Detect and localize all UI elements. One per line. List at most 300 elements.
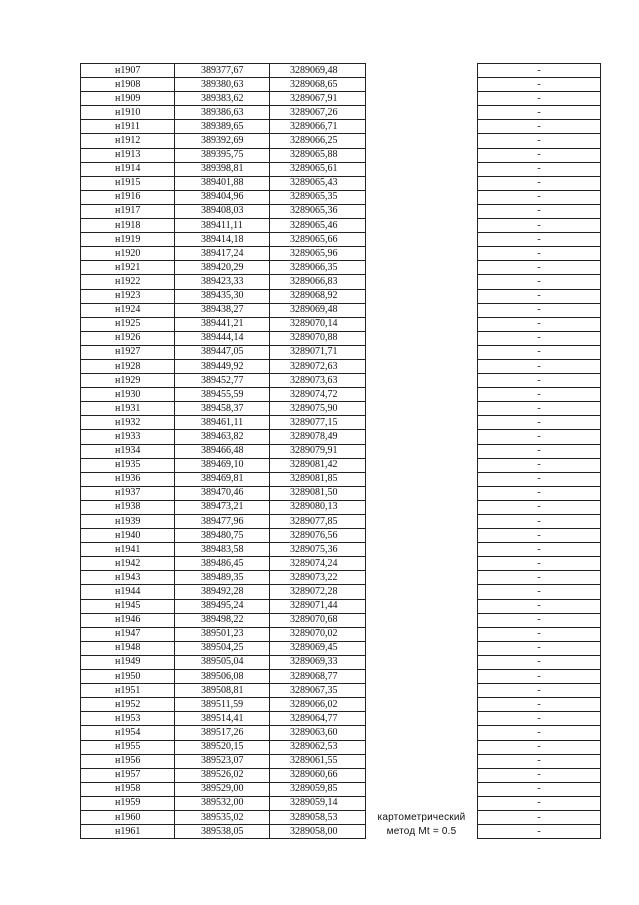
method-cell: [366, 444, 478, 458]
y-coordinate-cell: 3289069,45: [270, 641, 366, 655]
y-coordinate-cell: 3289078,49: [270, 430, 366, 444]
accuracy-cell: -: [478, 684, 601, 698]
x-coordinate-cell: 389420,29: [175, 261, 270, 275]
y-coordinate-cell: 3289068,92: [270, 289, 366, 303]
x-coordinate-cell: 389535,02: [175, 810, 270, 824]
point-name-cell: н1949: [81, 655, 175, 669]
table-row: [81, 782, 601, 796]
table-row: [81, 458, 601, 472]
y-coordinate-cell: 3289063,60: [270, 726, 366, 740]
x-coordinate-cell: 389473,21: [175, 500, 270, 514]
point-name-cell: н1929: [81, 374, 175, 388]
x-coordinate-cell: 389466,48: [175, 444, 270, 458]
y-coordinate-cell: 3289079,91: [270, 444, 366, 458]
method-cell: [366, 247, 478, 261]
method-cell: [366, 782, 478, 796]
method-cell: [366, 754, 478, 768]
y-coordinate-cell: 3289071,71: [270, 345, 366, 359]
x-coordinate-cell: 389444,14: [175, 331, 270, 345]
point-name-cell: н1955: [81, 740, 175, 754]
point-name-cell: н1942: [81, 557, 175, 571]
accuracy-cell: -: [478, 641, 601, 655]
accuracy-cell: -: [478, 472, 601, 486]
point-name-cell: н1960: [81, 810, 175, 824]
y-coordinate-cell: 3289065,66: [270, 233, 366, 247]
point-name-cell: н1921: [81, 261, 175, 275]
accuracy-cell: -: [478, 148, 601, 162]
table-row: [81, 472, 601, 486]
x-coordinate-cell: 389469,10: [175, 458, 270, 472]
point-name-cell: н1930: [81, 388, 175, 402]
y-coordinate-cell: 3289081,50: [270, 486, 366, 500]
x-coordinate-cell: 389492,28: [175, 585, 270, 599]
table-row: [81, 599, 601, 613]
table-row: [81, 416, 601, 430]
accuracy-cell: -: [478, 754, 601, 768]
accuracy-cell: -: [478, 740, 601, 754]
x-coordinate-cell: 389389,65: [175, 120, 270, 134]
accuracy-cell: -: [478, 627, 601, 641]
method-cell: [366, 543, 478, 557]
table-row: [81, 825, 601, 839]
x-coordinate-cell: 389452,77: [175, 374, 270, 388]
x-coordinate-cell: 389470,46: [175, 486, 270, 500]
method-cell: [366, 388, 478, 402]
method-cell: [366, 585, 478, 599]
method-cell: [366, 430, 478, 444]
table-row: [81, 754, 601, 768]
method-cell: [366, 641, 478, 655]
table-row: [81, 655, 601, 669]
method-cell: [366, 219, 478, 233]
table-row: [81, 289, 601, 303]
accuracy-cell: -: [478, 712, 601, 726]
table-row: [81, 613, 601, 627]
table-row: [81, 162, 601, 176]
table-row: [81, 247, 601, 261]
y-coordinate-cell: 3289062,53: [270, 740, 366, 754]
method-cell: [366, 289, 478, 303]
y-coordinate-cell: 3289066,35: [270, 261, 366, 275]
accuracy-cell: -: [478, 782, 601, 796]
y-coordinate-cell: 3289065,36: [270, 204, 366, 218]
x-coordinate-cell: 389455,59: [175, 388, 270, 402]
table-row: [81, 712, 601, 726]
x-coordinate-cell: 389377,67: [175, 64, 270, 78]
table-row: [81, 78, 601, 92]
method-cell: [366, 78, 478, 92]
table-row: [81, 670, 601, 684]
method-cell: [366, 571, 478, 585]
point-name-cell: н1917: [81, 204, 175, 218]
y-coordinate-cell: 3289069,48: [270, 303, 366, 317]
y-coordinate-cell: 3289071,44: [270, 599, 366, 613]
accuracy-cell: -: [478, 599, 601, 613]
accuracy-cell: -: [478, 613, 601, 627]
method-cell: [366, 317, 478, 331]
point-name-cell: н1911: [81, 120, 175, 134]
accuracy-cell: -: [478, 430, 601, 444]
y-coordinate-cell: 3289072,28: [270, 585, 366, 599]
accuracy-cell: -: [478, 134, 601, 148]
point-name-cell: н1932: [81, 416, 175, 430]
x-coordinate-cell: 389511,59: [175, 698, 270, 712]
table-row: [81, 402, 601, 416]
y-coordinate-cell: 3289065,46: [270, 219, 366, 233]
method-cell: [366, 599, 478, 613]
accuracy-cell: -: [478, 120, 601, 134]
method-cell: [366, 613, 478, 627]
point-name-cell: н1931: [81, 402, 175, 416]
table-row: [81, 543, 601, 557]
x-coordinate-cell: 389505,04: [175, 655, 270, 669]
accuracy-cell: -: [478, 698, 601, 712]
accuracy-cell: -: [478, 810, 601, 824]
accuracy-cell: -: [478, 289, 601, 303]
table-row: [81, 796, 601, 810]
table-row: [81, 148, 601, 162]
x-coordinate-cell: 389520,15: [175, 740, 270, 754]
y-coordinate-cell: 3289065,88: [270, 148, 366, 162]
y-coordinate-cell: 3289066,83: [270, 275, 366, 289]
y-coordinate-cell: 3289066,02: [270, 698, 366, 712]
point-name-cell: н1946: [81, 613, 175, 627]
table-row: [81, 557, 601, 571]
x-coordinate-cell: 389529,00: [175, 782, 270, 796]
accuracy-cell: -: [478, 317, 601, 331]
method-cell: [366, 500, 478, 514]
point-name-cell: н1952: [81, 698, 175, 712]
method-cell: [366, 176, 478, 190]
y-coordinate-cell: 3289065,96: [270, 247, 366, 261]
table-row: [81, 106, 601, 120]
y-coordinate-cell: 3289065,43: [270, 176, 366, 190]
accuracy-cell: -: [478, 796, 601, 810]
x-coordinate-cell: 389477,96: [175, 515, 270, 529]
y-coordinate-cell: 3289068,65: [270, 78, 366, 92]
point-name-cell: н1950: [81, 670, 175, 684]
method-cell: [366, 712, 478, 726]
y-coordinate-cell: 3289073,63: [270, 374, 366, 388]
accuracy-cell: -: [478, 388, 601, 402]
coordinates-sheet: [80, 63, 600, 853]
accuracy-cell: -: [478, 261, 601, 275]
point-name-cell: н1908: [81, 78, 175, 92]
y-coordinate-cell: 3289070,68: [270, 613, 366, 627]
point-name-cell: н1947: [81, 627, 175, 641]
table-row: [81, 684, 601, 698]
point-name-cell: н1954: [81, 726, 175, 740]
x-coordinate-cell: 389449,92: [175, 359, 270, 373]
x-coordinate-cell: 389380,63: [175, 78, 270, 92]
point-name-cell: н1923: [81, 289, 175, 303]
method-cell: [366, 331, 478, 345]
table-row: [81, 317, 601, 331]
method-cell: [366, 261, 478, 275]
method-cell: [366, 162, 478, 176]
x-coordinate-cell: 389461,11: [175, 416, 270, 430]
table-row: [81, 275, 601, 289]
table-row: [81, 388, 601, 402]
point-name-cell: н1927: [81, 345, 175, 359]
point-name-cell: н1944: [81, 585, 175, 599]
table-row: [81, 219, 601, 233]
y-coordinate-cell: 3289076,56: [270, 529, 366, 543]
point-name-cell: н1919: [81, 233, 175, 247]
method-cell: [366, 303, 478, 317]
x-coordinate-cell: 389411,11: [175, 219, 270, 233]
method-cell: [366, 374, 478, 388]
accuracy-cell: -: [478, 768, 601, 782]
point-name-cell: н1910: [81, 106, 175, 120]
x-coordinate-cell: 389501,23: [175, 627, 270, 641]
x-coordinate-cell: 389508,81: [175, 684, 270, 698]
point-name-cell: н1920: [81, 247, 175, 261]
point-name-cell: н1909: [81, 92, 175, 106]
method-cell: [366, 655, 478, 669]
point-name-cell: н1922: [81, 275, 175, 289]
accuracy-cell: -: [478, 247, 601, 261]
x-coordinate-cell: 389506,08: [175, 670, 270, 684]
y-coordinate-cell: 3289070,02: [270, 627, 366, 641]
y-coordinate-cell: 3289067,91: [270, 92, 366, 106]
table-row: [81, 430, 601, 444]
x-coordinate-cell: 389486,45: [175, 557, 270, 571]
y-coordinate-cell: 3289065,61: [270, 162, 366, 176]
point-name-cell: н1918: [81, 219, 175, 233]
x-coordinate-cell: 389404,96: [175, 190, 270, 204]
accuracy-cell: -: [478, 444, 601, 458]
y-coordinate-cell: 3289064,77: [270, 712, 366, 726]
method-cell: [366, 275, 478, 289]
accuracy-cell: -: [478, 233, 601, 247]
table-row: [81, 233, 601, 247]
x-coordinate-cell: 389392,69: [175, 134, 270, 148]
y-coordinate-cell: 3289080,13: [270, 500, 366, 514]
method-cell: [366, 92, 478, 106]
x-coordinate-cell: 389423,33: [175, 275, 270, 289]
accuracy-cell: -: [478, 670, 601, 684]
table-row: [81, 500, 601, 514]
accuracy-cell: -: [478, 219, 601, 233]
point-name-cell: н1913: [81, 148, 175, 162]
point-name-cell: н1959: [81, 796, 175, 810]
table-row: [81, 359, 601, 373]
point-name-cell: н1938: [81, 500, 175, 514]
method-cell: [366, 472, 478, 486]
accuracy-cell: -: [478, 204, 601, 218]
method-cell: [366, 148, 478, 162]
x-coordinate-cell: 389447,05: [175, 345, 270, 359]
accuracy-cell: -: [478, 303, 601, 317]
y-coordinate-cell: 3289066,71: [270, 120, 366, 134]
y-coordinate-cell: 3289072,63: [270, 359, 366, 373]
y-coordinate-cell: 3289068,77: [270, 670, 366, 684]
table-row: [81, 134, 601, 148]
point-name-cell: н1928: [81, 359, 175, 373]
method-text-line-2: метод Mt = 0.5: [366, 825, 478, 839]
accuracy-cell: -: [478, 416, 601, 430]
accuracy-cell: -: [478, 655, 601, 669]
y-coordinate-cell: 3289070,14: [270, 317, 366, 331]
x-coordinate-cell: 389504,25: [175, 641, 270, 655]
x-coordinate-cell: 389386,63: [175, 106, 270, 120]
method-cell: [366, 740, 478, 754]
accuracy-cell: -: [478, 190, 601, 204]
point-name-cell: н1912: [81, 134, 175, 148]
method-cell: [366, 670, 478, 684]
y-coordinate-cell: 3289081,85: [270, 472, 366, 486]
accuracy-cell: -: [478, 529, 601, 543]
y-coordinate-cell: 3289077,15: [270, 416, 366, 430]
method-cell: [366, 627, 478, 641]
point-name-cell: н1925: [81, 317, 175, 331]
x-coordinate-cell: 389489,35: [175, 571, 270, 585]
method-cell: [366, 345, 478, 359]
y-coordinate-cell: 3289059,14: [270, 796, 366, 810]
y-coordinate-cell: 3289074,72: [270, 388, 366, 402]
y-coordinate-cell: 3289065,35: [270, 190, 366, 204]
method-cell: [366, 106, 478, 120]
table-row: [81, 740, 601, 754]
point-name-cell: н1907: [81, 64, 175, 78]
x-coordinate-cell: 389463,82: [175, 430, 270, 444]
x-coordinate-cell: 389398,81: [175, 162, 270, 176]
point-name-cell: н1934: [81, 444, 175, 458]
y-coordinate-cell: 3289073,22: [270, 571, 366, 585]
y-coordinate-cell: 3289069,48: [270, 64, 366, 78]
x-coordinate-cell: 389441,21: [175, 317, 270, 331]
method-cell: [366, 557, 478, 571]
x-coordinate-cell: 389458,37: [175, 402, 270, 416]
y-coordinate-cell: 3289067,26: [270, 106, 366, 120]
method-cell: [366, 190, 478, 204]
point-name-cell: н1958: [81, 782, 175, 796]
point-name-cell: н1933: [81, 430, 175, 444]
y-coordinate-cell: 3289075,36: [270, 543, 366, 557]
point-name-cell: н1956: [81, 754, 175, 768]
table-row: [81, 627, 601, 641]
accuracy-cell: -: [478, 275, 601, 289]
accuracy-cell: -: [478, 543, 601, 557]
accuracy-cell: -: [478, 106, 601, 120]
point-name-cell: н1916: [81, 190, 175, 204]
point-name-cell: н1914: [81, 162, 175, 176]
x-coordinate-cell: 389495,24: [175, 599, 270, 613]
accuracy-cell: -: [478, 331, 601, 345]
table-row: [81, 571, 601, 585]
accuracy-cell: -: [478, 402, 601, 416]
y-coordinate-cell: 3289061,55: [270, 754, 366, 768]
table-row: [81, 64, 601, 78]
method-cell: [366, 796, 478, 810]
table-row: [81, 641, 601, 655]
x-coordinate-cell: 389483,58: [175, 543, 270, 557]
accuracy-cell: -: [478, 825, 601, 839]
method-cell: [366, 134, 478, 148]
method-cell: [366, 684, 478, 698]
x-coordinate-cell: 389383,62: [175, 92, 270, 106]
point-name-cell: н1926: [81, 331, 175, 345]
accuracy-cell: -: [478, 486, 601, 500]
x-coordinate-cell: 389469,81: [175, 472, 270, 486]
x-coordinate-cell: 389401,88: [175, 176, 270, 190]
point-name-cell: н1935: [81, 458, 175, 472]
table-row: [81, 585, 601, 599]
accuracy-cell: -: [478, 345, 601, 359]
y-coordinate-cell: 3289074,24: [270, 557, 366, 571]
y-coordinate-cell: 3289081,42: [270, 458, 366, 472]
accuracy-cell: -: [478, 78, 601, 92]
method-cell: [366, 416, 478, 430]
y-coordinate-cell: 3289066,25: [270, 134, 366, 148]
x-coordinate-cell: 389514,41: [175, 712, 270, 726]
table-row: [81, 261, 601, 275]
method-cell: [366, 402, 478, 416]
accuracy-cell: -: [478, 515, 601, 529]
coordinates-table-body: [81, 64, 601, 839]
table-row: [81, 374, 601, 388]
accuracy-cell: -: [478, 458, 601, 472]
table-row: [81, 176, 601, 190]
y-coordinate-cell: 3289069,33: [270, 655, 366, 669]
table-row: [81, 190, 601, 204]
accuracy-cell: -: [478, 500, 601, 514]
method-cell: [366, 233, 478, 247]
method-cell: [366, 486, 478, 500]
point-name-cell: н1951: [81, 684, 175, 698]
method-cell: [366, 64, 478, 78]
method-cell: [366, 768, 478, 782]
method-text-line-1: картометрический: [366, 810, 478, 824]
table-row: [81, 515, 601, 529]
table-row: [81, 810, 601, 824]
accuracy-cell: -: [478, 571, 601, 585]
table-row: [81, 444, 601, 458]
x-coordinate-cell: 389517,26: [175, 726, 270, 740]
x-coordinate-cell: 389438,27: [175, 303, 270, 317]
method-cell: [366, 359, 478, 373]
point-name-cell: н1943: [81, 571, 175, 585]
table-row: [81, 345, 601, 359]
y-coordinate-cell: 3289077,85: [270, 515, 366, 529]
y-coordinate-cell: 3289058,53: [270, 810, 366, 824]
x-coordinate-cell: 389414,18: [175, 233, 270, 247]
accuracy-cell: -: [478, 64, 601, 78]
x-coordinate-cell: 389408,03: [175, 204, 270, 218]
accuracy-cell: -: [478, 726, 601, 740]
table-row: [81, 768, 601, 782]
table-row: [81, 92, 601, 106]
method-cell: [366, 515, 478, 529]
method-cell: [366, 726, 478, 740]
point-name-cell: н1936: [81, 472, 175, 486]
point-name-cell: н1924: [81, 303, 175, 317]
coordinates-table: [80, 63, 601, 839]
table-row: [81, 331, 601, 345]
accuracy-cell: -: [478, 176, 601, 190]
accuracy-cell: -: [478, 585, 601, 599]
method-cell: [366, 698, 478, 712]
point-name-cell: н1940: [81, 529, 175, 543]
x-coordinate-cell: 389538,05: [175, 825, 270, 839]
table-row: [81, 726, 601, 740]
y-coordinate-cell: 3289075,90: [270, 402, 366, 416]
x-coordinate-cell: 389480,75: [175, 529, 270, 543]
method-cell: [366, 529, 478, 543]
y-coordinate-cell: 3289058,00: [270, 825, 366, 839]
point-name-cell: н1937: [81, 486, 175, 500]
